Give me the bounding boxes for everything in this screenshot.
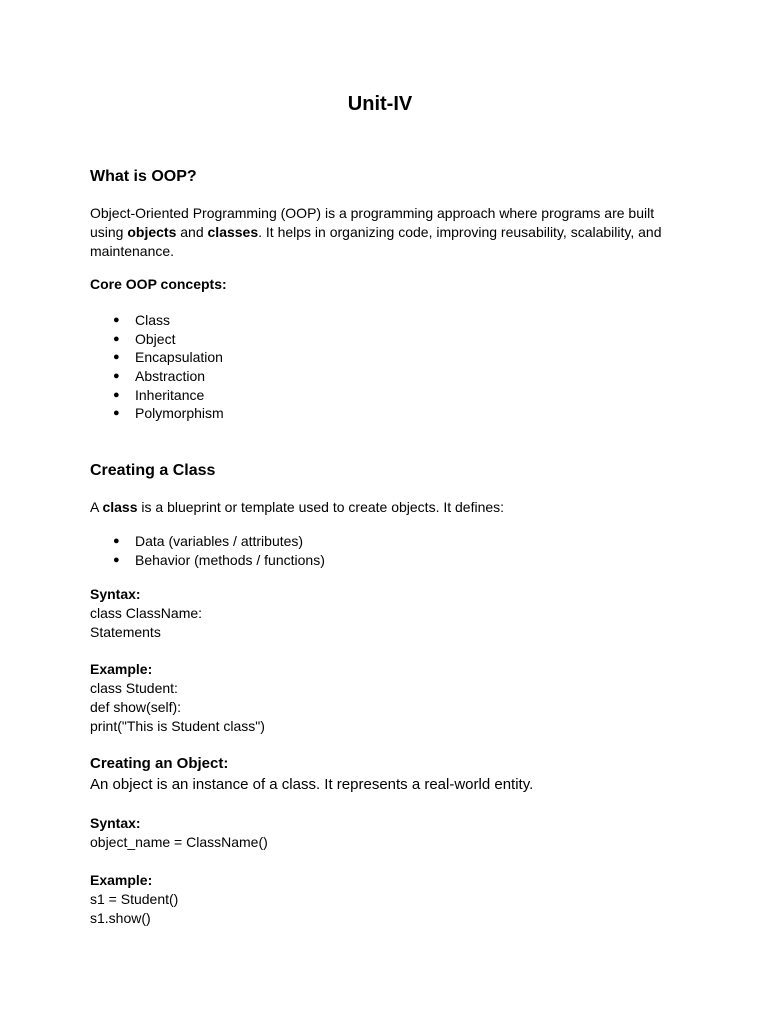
list-item xyxy=(90,311,224,330)
class-intro-text-1: A xyxy=(90,499,103,515)
class-intro-text-2: is a blueprint or template used to create objects. It defines: xyxy=(137,499,505,515)
bullet-icon: ● xyxy=(113,351,120,364)
class-example-line: print("This is Student class") xyxy=(90,718,265,734)
core-concepts-label: Core OOP concepts: xyxy=(90,276,227,292)
object-syntax-line: object_name = ClassName() xyxy=(90,834,268,850)
class-defines-list xyxy=(90,532,325,569)
bullet-icon: ● xyxy=(113,553,120,566)
bullet-icon: ● xyxy=(113,332,120,345)
bullet-icon: ● xyxy=(113,370,120,383)
class-example-label: Example: xyxy=(90,661,153,677)
heading-creating-a-class: Creating a Class xyxy=(90,462,216,479)
bullet-icon: ● xyxy=(113,407,120,420)
object-example-line: s1.show() xyxy=(90,910,151,926)
class-intro-paragraph xyxy=(90,498,670,517)
object-description: An object is an instance of a class. It represents a real-world entity. xyxy=(90,776,534,793)
class-syntax-label: Syntax: xyxy=(90,586,141,602)
class-intro-class: class xyxy=(102,499,138,515)
heading-what-is-oop: What is OOP? xyxy=(90,168,197,185)
oop-intro-text-2: and xyxy=(176,224,208,240)
oop-intro-paragraph xyxy=(90,204,670,261)
object-example-label: Example: xyxy=(90,872,153,888)
list-item xyxy=(90,404,224,423)
class-syntax-line: Statements xyxy=(90,624,161,640)
concept-label: Class xyxy=(135,312,171,328)
concept-label: Object xyxy=(135,330,176,347)
oop-intro-text-1: Object-Oriented Programming (OOP) is a programming approach where programs are built using xyxy=(90,205,655,240)
concept-label: Abstraction xyxy=(135,368,206,385)
bullet-icon: ● xyxy=(113,314,120,326)
object-syntax-label: Syntax: xyxy=(90,815,141,831)
class-example-line: class Student: xyxy=(90,680,178,696)
object-example-line: s1 = Student() xyxy=(90,891,179,907)
oop-intro-text-3: . It helps in organizing code, improving reusability, scalability, and maintenance. xyxy=(90,224,662,259)
bullet-icon: ● xyxy=(113,388,120,401)
defines-label: Data (variables / attributes) xyxy=(135,533,304,549)
list-item xyxy=(90,367,224,386)
document-title: Unit-IV xyxy=(347,93,413,115)
list-item xyxy=(90,348,224,367)
core-concepts-list xyxy=(90,311,224,423)
concept-label: Inheritance xyxy=(135,386,205,403)
class-example-line: def show(self): xyxy=(90,699,182,715)
list-item xyxy=(90,386,224,405)
concept-label: Polymorphism xyxy=(135,405,224,422)
class-syntax-line: class ClassName: xyxy=(90,605,203,621)
oop-intro-objects: objects xyxy=(127,224,177,240)
concept-label: Encapsulation xyxy=(135,349,223,366)
heading-creating-an-object: Creating an Object: xyxy=(90,755,229,772)
defines-label: Behavior (methods / functions) xyxy=(135,551,325,568)
list-item xyxy=(90,330,224,349)
list-item xyxy=(90,532,325,551)
oop-intro-classes: classes xyxy=(207,224,259,240)
bullet-icon: ● xyxy=(113,535,120,547)
list-item xyxy=(90,551,325,570)
